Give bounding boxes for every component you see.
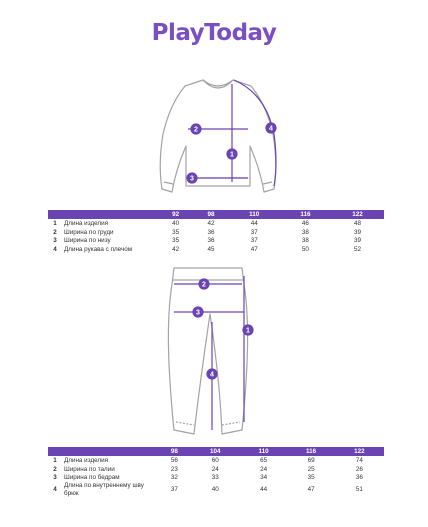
svg-text:1: 1 (246, 327, 250, 335)
table-row: 3 Ширина по бедрам 32 33 34 35 36 (53, 474, 363, 482)
pants-size-table (48, 447, 384, 497)
size-header-row (48, 210, 384, 219)
sweatshirt-size-table (48, 210, 384, 254)
svg-text:4: 4 (210, 371, 214, 379)
svg-text:2: 2 (202, 281, 206, 289)
table-row: 1 Длина изделия 56 60 65 69 74 (53, 456, 363, 464)
table-row: 4 Длина по внутреннему шву брюк 37 40 44 47 51 (53, 482, 363, 497)
size-header: 92 (158, 210, 193, 219)
size-header: 110 (240, 447, 288, 456)
svg-text:3: 3 (196, 309, 200, 317)
svg-text:2: 2 (194, 126, 198, 134)
table-row: 1 Длина изделия 40 42 44 46 48 (53, 219, 362, 227)
table-row: 2 Ширина по талии 23 24 24 25 26 (53, 465, 363, 473)
size-header: 122 (331, 210, 384, 219)
svg-text:3: 3 (190, 175, 194, 183)
size-header: 122 (335, 447, 384, 456)
svg-text:1: 1 (230, 151, 234, 159)
brand-logo: PlayToday (151, 20, 277, 46)
size-header: 110 (229, 210, 280, 219)
size-header: 116 (280, 210, 331, 219)
size-header-row (48, 447, 384, 456)
pants-diagram (160, 262, 270, 444)
size-header: 104 (191, 447, 240, 456)
size-header: 98 (158, 447, 191, 456)
svg-text:4: 4 (269, 125, 273, 133)
table-row: 2 Ширина по груди 35 36 37 38 39 (53, 228, 362, 236)
size-header: 116 (287, 447, 335, 456)
sweatshirt-diagram (128, 74, 298, 202)
size-header: 98 (193, 210, 228, 219)
table-row: 4 Длина рукава с плечом 42 45 47 50 52 (53, 245, 362, 253)
table-row: 3 Ширина по низу 35 36 37 38 39 (53, 237, 362, 245)
